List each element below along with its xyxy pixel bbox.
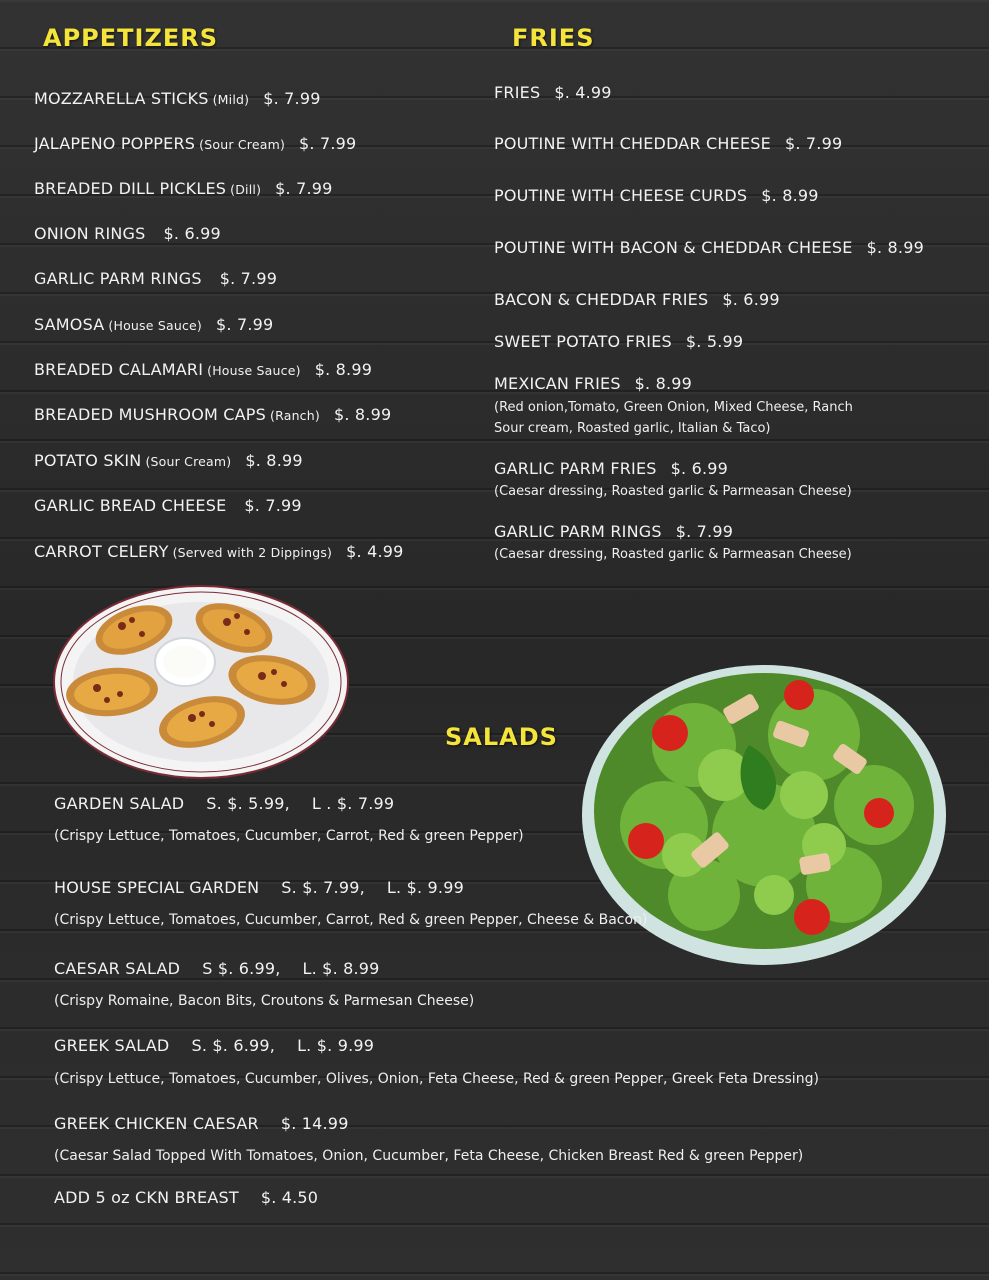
menu-item — [34, 134, 356, 153]
item-price: $. 7.99 — [784, 134, 843, 153]
salads-heading: SALADS — [445, 723, 558, 751]
item-name: GREEK CHICKEN CAESAR — [54, 1114, 259, 1133]
item-description: (Caesar dressing, Roasted garlic & Parmeasan Cheese) — [494, 547, 852, 562]
item-description: (Crispy Lettuce, Tomatoes, Cucumber, Carrot, Red & green Pepper) — [54, 828, 524, 844]
item-name: CARROT CELERY — [34, 542, 169, 561]
item-name: BREADED DILL PICKLES — [34, 179, 227, 198]
item-price: $. 7.99 — [299, 134, 357, 153]
item-price: $. 8.99 — [245, 451, 303, 470]
item-note: (House Sauce) — [108, 318, 202, 333]
item-price: $. 8.99 — [634, 374, 693, 393]
item-price: $. 4.50 — [260, 1188, 319, 1207]
item-price: $. 7.99 — [275, 179, 333, 198]
item-description: (Red onion,Tomato, Green Onion, Mixed Cheese, Ranch — [494, 400, 853, 415]
item-price: $. 7.99 — [219, 269, 278, 288]
menu-item — [54, 878, 464, 897]
item-description: (Crispy Lettuce, Tomatoes, Cucumber, Olives, Onion, Feta Cheese, Red & green Pepper, Greek Feta Dressing) — [54, 1071, 819, 1087]
item-name: HOUSE SPECIAL GARDEN — [54, 878, 260, 897]
item-description: (Caesar dressing, Roasted garlic & Parmeasan Cheese) — [494, 484, 852, 499]
item-price: $. 6.99 — [670, 459, 729, 478]
large-price: L. $. 9.99 — [297, 1036, 375, 1055]
item-note: (Ranch) — [270, 408, 320, 423]
menu-item — [494, 332, 743, 351]
item-name: POUTINE WITH CHEDDAR CHEESE — [494, 134, 771, 153]
menu-item — [34, 224, 221, 243]
item-price: $. 7.99 — [675, 522, 734, 541]
menu-item — [34, 496, 302, 515]
item-name: GARLIC BREAD CHEESE — [34, 496, 227, 515]
item-name: MEXICAN FRIES — [494, 374, 621, 393]
item-name: GARLIC PARM RINGS — [494, 522, 662, 541]
item-price: $. 14.99 — [280, 1114, 349, 1133]
small-price: S. $. 6.99, — [191, 1036, 276, 1055]
item-description: Sour cream, Roasted garlic, Italian & Taco) — [494, 421, 771, 436]
item-description: (Caesar Salad Topped With Tomatoes, Onion, Cucumber, Feta Cheese, Chicken Breast Red & green Pepper) — [54, 1148, 804, 1164]
item-price: $. 7.99 — [244, 496, 302, 515]
menu-item — [34, 89, 321, 108]
item-note: (Served with 2 Dippings) — [172, 545, 333, 560]
fries-heading: FRIES — [512, 24, 595, 52]
item-price: $. 7.99 — [216, 315, 274, 334]
item-note: (Mild) — [212, 92, 250, 107]
large-price: L. $. 8.99 — [302, 959, 380, 978]
menu-item — [54, 1188, 318, 1207]
item-price: $. 6.99 — [163, 224, 221, 243]
item-name: GARDEN SALAD — [54, 794, 185, 813]
item-name: GARLIC PARM RINGS — [34, 269, 202, 288]
item-note: (House Sauce) — [207, 363, 301, 378]
item-name: POUTINE WITH BACON & CHEDDAR CHEESE — [494, 238, 853, 257]
item-name: POTATO SKIN — [34, 451, 142, 470]
small-price: S. $. 7.99, — [281, 878, 365, 897]
item-name: CAESAR SALAD — [54, 959, 181, 978]
menu-item — [494, 459, 728, 478]
menu-item — [34, 542, 404, 561]
item-price: $. 6.99 — [722, 290, 780, 309]
item-note: (Sour Cream) — [145, 454, 232, 469]
item-name: FRIES — [494, 83, 541, 102]
item-price: $. 8.99 — [333, 405, 392, 424]
item-price: $. 8.99 — [314, 360, 373, 379]
menu-item — [54, 1114, 349, 1133]
menu-item — [34, 451, 303, 470]
menu-item — [494, 522, 733, 541]
item-description: (Crispy Romaine, Bacon Bits, Croutons & Parmesan Cheese) — [54, 993, 475, 1009]
item-price: $. 5.99 — [685, 332, 744, 351]
item-price: $. 8.99 — [761, 186, 819, 205]
item-note: (Dill) — [230, 182, 262, 197]
item-name: GARLIC PARM FRIES — [494, 459, 657, 478]
menu-item — [54, 959, 380, 978]
item-name: MOZZARELLA STICKS — [34, 89, 209, 108]
menu-item — [54, 1036, 374, 1055]
item-name: POUTINE WITH CHEESE CURDS — [494, 186, 748, 205]
item-price: $. 8.99 — [866, 238, 924, 257]
menu-item — [494, 238, 924, 257]
item-name: BACON & CHEDDAR FRIES — [494, 290, 709, 309]
item-name: BREADED MUSHROOM CAPS — [34, 405, 267, 424]
menu-item — [494, 186, 819, 205]
item-name: JALAPENO POPPERS — [34, 134, 196, 153]
small-price: S $. 6.99, — [202, 959, 281, 978]
item-price: $. 4.99 — [346, 542, 404, 561]
large-price: L. $. 9.99 — [386, 878, 464, 897]
menu-item — [494, 374, 692, 393]
menu-item — [494, 134, 842, 153]
potato-skins-plate-icon — [52, 582, 350, 782]
item-name: ONION RINGS — [34, 224, 146, 243]
item-price: $. 7.99 — [263, 89, 321, 108]
menu-item — [34, 315, 273, 334]
item-description: (Crispy Lettuce, Tomatoes, Cucumber, Carrot, Red & green Pepper, Cheese & Bacon) — [54, 912, 648, 928]
item-name: ADD 5 oz CKN BREAST — [54, 1188, 239, 1207]
item-name: GREEK SALAD — [54, 1036, 170, 1055]
menu-item — [54, 794, 394, 813]
menu-item — [494, 83, 612, 102]
menu-item — [34, 179, 333, 198]
item-note: (Sour Cream) — [199, 137, 286, 152]
large-price: L . $. 7.99 — [311, 794, 395, 813]
menu-item — [494, 290, 780, 309]
appetizers-heading: APPETIZERS — [43, 24, 219, 52]
menu-item — [34, 269, 277, 288]
item-name: BREADED CALAMARI — [34, 360, 204, 379]
menu-item — [34, 405, 391, 424]
small-price: S. $. 5.99, — [206, 794, 290, 813]
menu-item — [34, 360, 372, 379]
item-price: $. 4.99 — [554, 83, 612, 102]
item-name: SWEET POTATO FRIES — [494, 332, 672, 351]
item-name: SAMOSA — [34, 315, 105, 334]
